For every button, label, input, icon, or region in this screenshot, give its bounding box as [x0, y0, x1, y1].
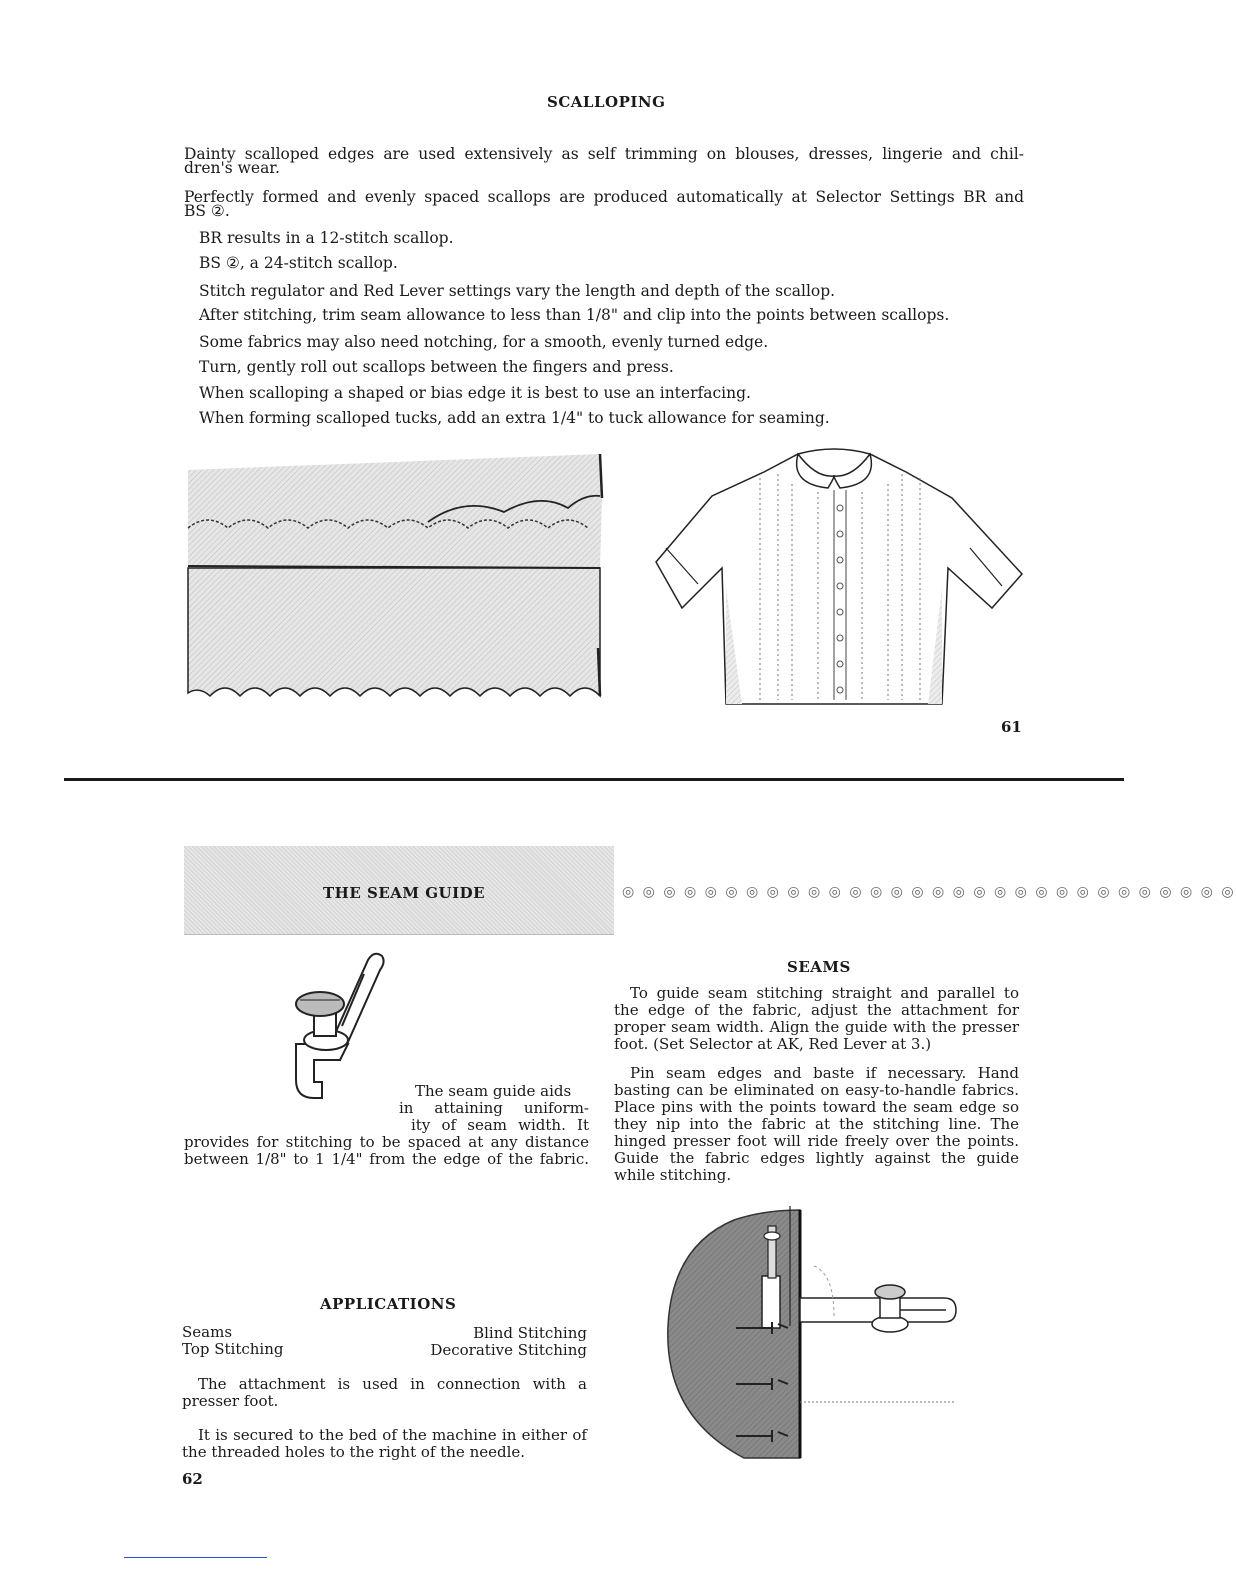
guide-text-line: between 1/8" to 1 1/4" from the edge of the fabric.	[184, 1150, 589, 1168]
page-title-scalloping: SCALLOPING	[547, 93, 666, 111]
body-line: When scalloping a shaped or bias edge it is best to use an interfacing.	[199, 384, 751, 402]
application-seams: Seams	[182, 1323, 233, 1341]
body-line: Some fabrics may also need notching, for a smooth, evenly turned edge.	[199, 333, 769, 351]
intro-line-2b: BS ②.	[184, 202, 230, 220]
guide-text-line: The seam guide aids	[415, 1082, 572, 1100]
application-top-stitching: Top Stitching	[182, 1340, 284, 1358]
attachment-paragraph: The attachment is used in connection with a presser foot.	[182, 1375, 587, 1410]
body-line: BS ②, a 24-stitch scallop.	[199, 254, 398, 272]
scalloped-blouse-illustration	[652, 438, 1024, 708]
seams-paragraph-2: Pin seam edges and baste if necessary. Hand basting can be eliminated on easy-to-handle fabrics. Place pins with the points toward the seam edge so they nip into the fabric at the stitching line. The hinged presser foot will ride freely over the points. Guide the fabric edges lightly against the guide while stitching.	[614, 1064, 1019, 1184]
body-line: When forming scalloped tucks, add an extra 1/4" to tuck allowance for seaming.	[199, 409, 830, 427]
intro-line-1: Dainty scalloped edges are used extensively as self trimming on blouses, dresses, lingerie and chil-	[184, 145, 1024, 163]
guide-text-line: provides for stitching to be spaced at any distance	[184, 1133, 589, 1151]
seams-title: SEAMS	[787, 958, 851, 976]
guide-text-line: in attaining uniform-	[399, 1099, 589, 1117]
scallop-fabric-illustration	[184, 448, 614, 708]
page-number-61: 61	[1001, 718, 1022, 736]
applications-title: APPLICATIONS	[320, 1295, 457, 1313]
application-decorative-stitching: Decorative Stitching	[430, 1341, 587, 1359]
page-divider	[64, 778, 1124, 781]
seam-guide-banner	[184, 846, 614, 935]
seams-paragraph-1: To guide seam stitching straight and parallel to the edge of the fabric, adjust the attachment for proper seam width. Align the guide with the presser foot. (Set Selector at AK, Red Lever at 3.)	[614, 984, 1019, 1053]
body-line: Stitch regulator and Red Lever settings vary the length and depth of the scallop.	[199, 282, 836, 300]
section-title-seam-guide: THE SEAM GUIDE	[323, 884, 486, 902]
application-blind-stitching: Blind Stitching	[473, 1324, 587, 1342]
decorative-stitch-row: ◎ ◎ ◎ ◎ ◎ ◎ ◎ ◎ ◎ ◎ ◎ ◎ ◎ ◎ ◎ ◎ ◎ ◎ ◎ ◎ ◎ ◎ ◎ ◎ ◎ ◎ ◎ ◎ ◎ ◎	[622, 884, 1236, 900]
presser-foot-seam-guide-illustration	[664, 1206, 964, 1462]
guide-text-line: ity of seam width. It	[411, 1116, 589, 1134]
body-line: Turn, gently roll out scallops between the fingers and press.	[199, 358, 674, 376]
seam-guide-attachment-illustration	[268, 948, 388, 1108]
intro-line-1b: dren's wear.	[184, 159, 280, 177]
page-number-62: 62	[182, 1470, 203, 1488]
secure-paragraph: It is secured to the bed of the machine in either of the threaded holes to the right of the needle.	[182, 1426, 587, 1461]
intro-line-2: Perfectly formed and evenly spaced scallops are produced automatically at Selector Settings BR and	[184, 188, 1024, 206]
footer-link-underline	[124, 1557, 267, 1558]
body-line: BR results in a 12-stitch scallop.	[199, 229, 454, 247]
body-line: After stitching, trim seam allowance to less than 1/8" and clip into the points between scallops.	[199, 306, 950, 324]
